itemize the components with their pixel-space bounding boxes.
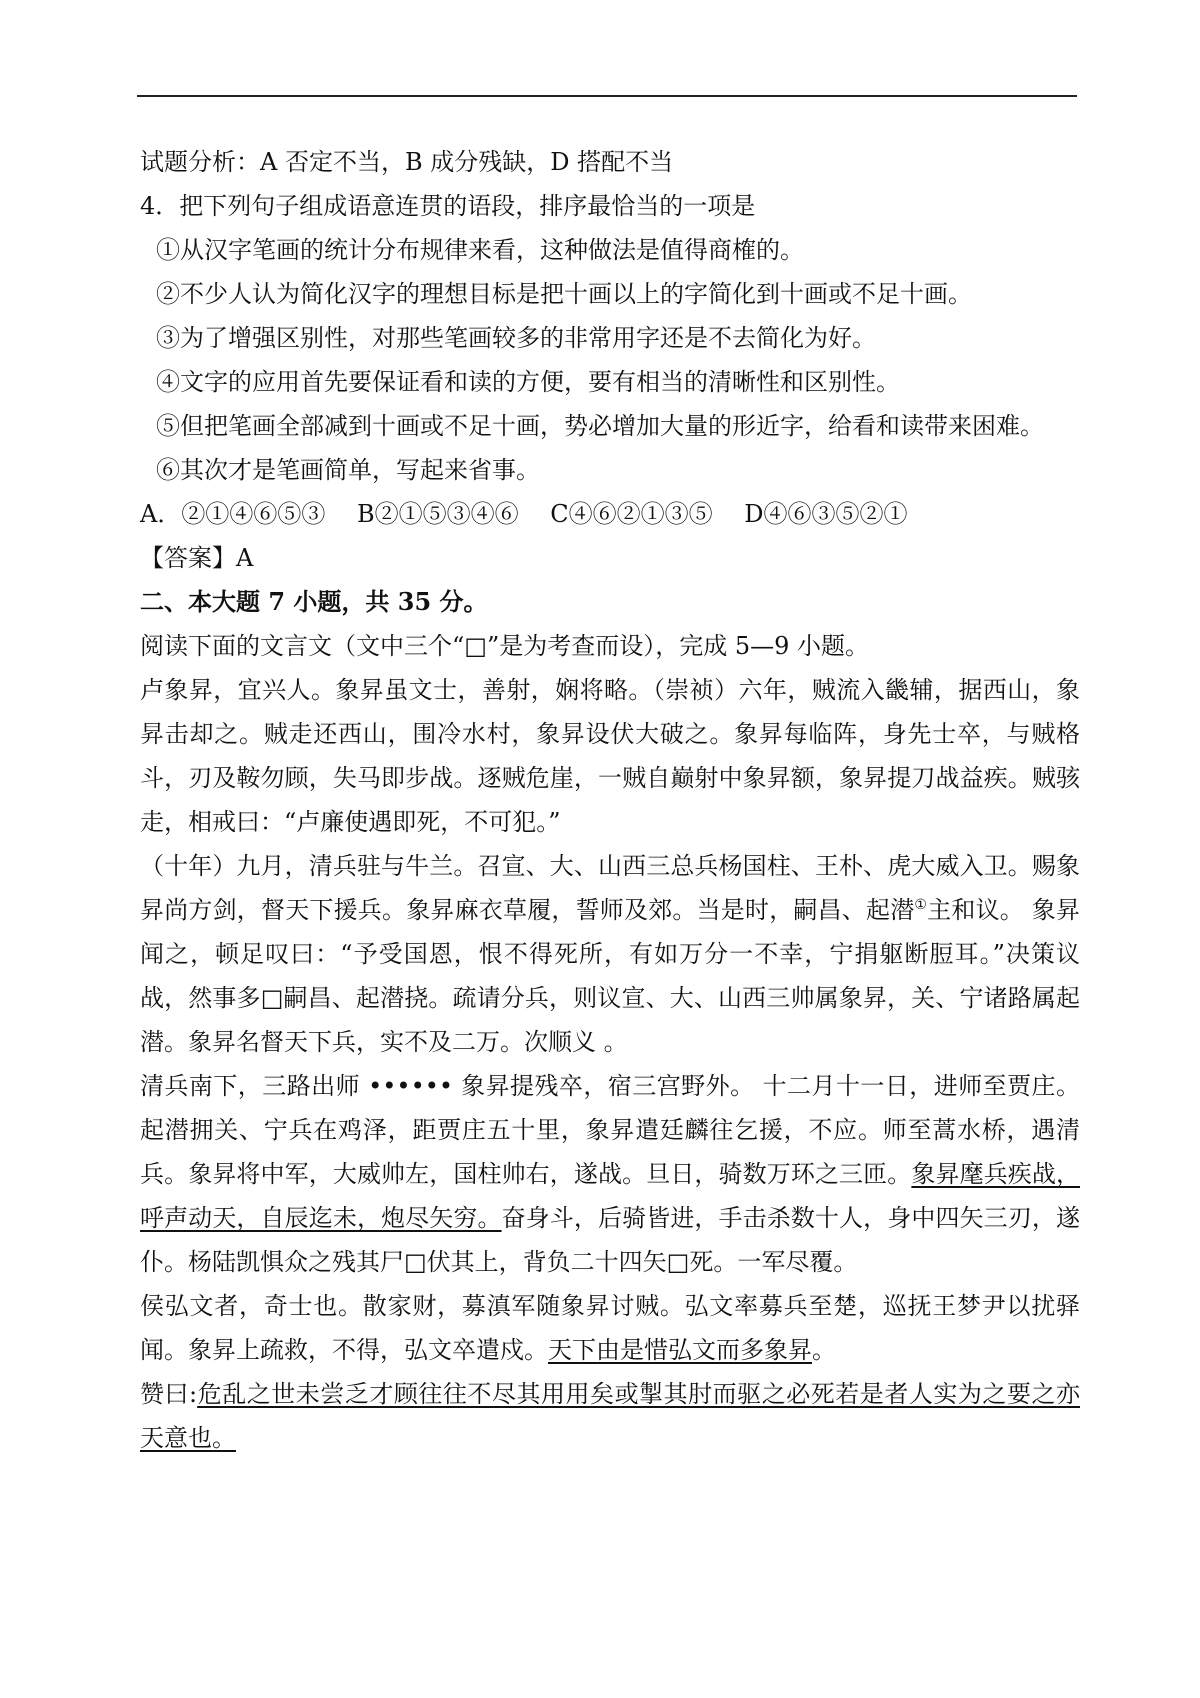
analysis-line: 试题分析：A 否定不当，B 成分残缺，D 搭配不当 <box>140 148 674 176</box>
p3-text-a: 清兵南下，三路出师 •••••• 象昇提残卒，宿三宫野外。 十二月十一日，进师至贾庄。起潜拥关、宁兵在鸡泽，距贾庄五十里，象昇遣廷麟往乞援，不应。师至蒿水桥，遇清兵。象昇将中军，大威帅左，国柱帅右，遂战。旦日，骑数万环之三匝。 <box>140 1072 1080 1188</box>
p4-text-b: 。 <box>812 1336 836 1364</box>
p2-text-a: （十年）九月，清兵驻与牛兰。召宣、大、山西三总兵杨国柱、王朴、虎大威入卫。赐象昇尚方剑，督天下援兵。象昇麻衣草履，誓师及郊。当是时，嗣昌、起潜 <box>140 852 1080 924</box>
q4-sentence-3: ③为了增强区别性，对那些笔画较多的非常用字还是不去简化为好。 <box>156 324 876 352</box>
passage-paragraph-2 <box>140 844 1080 1064</box>
passage-paragraph-4 <box>140 1284 1080 1372</box>
q4-stem: 4．把下列句子组成语意连贯的语段，排序最恰当的一项是 <box>140 192 756 220</box>
passage-paragraph-3 <box>140 1064 1080 1284</box>
q4-sentence-2: ②不少人认为简化汉字的理想目标是把十画以上的字简化到十画或不足十画。 <box>156 280 972 308</box>
q4-sentence-1: ①从汉字笔画的统计分布规律来看，这种做法是值得商榷的。 <box>156 236 804 264</box>
document-body <box>140 140 1080 1460</box>
q4-sentence-6: ⑥其次才是笔画简单，写起来省事。 <box>156 456 540 484</box>
section-2-heading: 二、本大题 7 小题，共 35 分。 <box>140 587 488 616</box>
p3-underlined: 象昇麾兵疾战，呼声动天，自辰迄未，炮尽矢穷。 <box>140 1160 1081 1232</box>
p3-text-b: 奋身斗，后骑皆进，手击杀数十人，身中四矢三刃，遂仆。杨陆凯惧众之残其尸□伏其上，背负二十四矢□死。一军尽覆。 <box>140 1204 1080 1276</box>
q4-sentence-5: ⑤但把笔画全部减到十画或不足十画，势必增加大量的形近字，给看和读带来困难。 <box>156 412 1044 440</box>
p5-underlined: 危乱之世未尝乏才顾往往不尽其用用矣或掣其肘而驱之必死若是者人实为之要之亦天意也。 <box>140 1380 1080 1452</box>
p2-text-b: 主和议。 象昇闻之，顿足叹曰：“予受国恩，恨不得死所，有如万分一不幸，宁捐躯断脰耳。”决策议战，然事多□嗣昌、起潜挠。疏请分兵，则议宣、大、山西三帅属象昇，关、宁诸路属起潜。象昇名督天下兵，实不及二万。次顺义 。 <box>140 896 1081 1056</box>
header-rule <box>137 95 1077 97</box>
q4-sentence-4: ④文字的应用首先要保证看和读的方便，要有相当的清晰性和区别性。 <box>156 368 900 396</box>
p5-label: 赞曰: <box>140 1380 198 1408</box>
passage-paragraph-5 <box>140 1372 1080 1460</box>
p4-underlined: 天下由是惜弘文而多象昇 <box>548 1336 812 1364</box>
q4-options: A．②①④⑥⑤③ B②①⑤③④⑥ C④⑥②①③⑤ D④⑥③⑤②① <box>140 500 908 528</box>
q4-answer: 【答案】A <box>140 544 254 572</box>
footnote-marker: ① <box>914 897 928 913</box>
passage-intro: 阅读下面的文言文（文中三个“□”是为考查而设），完成 5—9 小题。 <box>140 632 870 660</box>
passage-paragraph-1: 卢象昇，宜兴人。象昇虽文士，善射，娴将略。（崇祯）六年，贼流入畿辅，据西山，象昇击却之。贼走还西山，围冷水村，象昇设伏大破之。象昇每临阵，身先士卒，与贼格斗，刃及鞍勿顾，失马即步战。逐贼危崖，一贼自巅射中象昇额，象昇提刀战益疾。贼骇走，相戒曰：“卢廉使遇即死，不可犯。” <box>140 676 1080 836</box>
p4-text-a: 侯弘文者，奇士也。散家财，募滇军随象昇讨贼。弘文率募兵至楚，巡抚王梦尹以扰驿闻。象昇上疏救，不得，弘文卒遣戍。 <box>140 1292 1080 1364</box>
